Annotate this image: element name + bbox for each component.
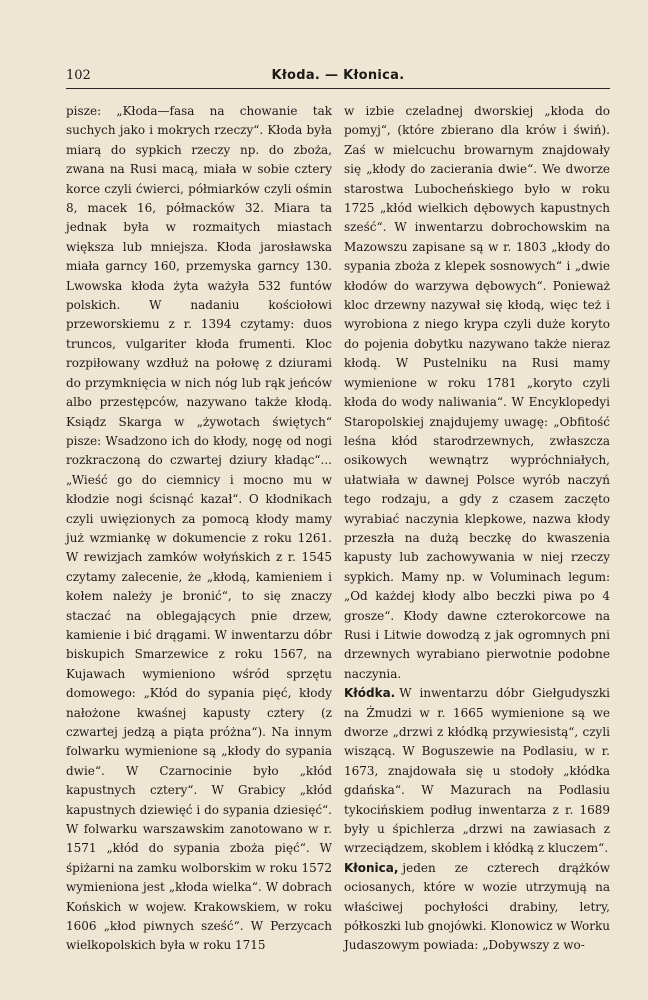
right-column — [344, 102, 610, 956]
entry-headword: Kłonica, — [344, 860, 399, 875]
paragraph — [66, 102, 332, 956]
entry-headword: Kłódka. — [344, 686, 396, 701]
entry-klodka — [344, 684, 610, 859]
entry-text: W inwentarzu dóbr Giełgudyszki na Żmudzi w r. 1665 wymienione są we dworze „drzwi z kłódką przywiesistą“, czyli wiszącą. W Boguszewie na Podlasiu, w r. 1673, znajdowała się u stodoły „kłódka gdańska“. W Mazurach na Podlasiu tykocińskiem podług inwentarza z r. 1689 były u śpichlerza „drzwi na zawiasach z wrzeciądzem, skoblem i kłódką z kluczem“. — [344, 686, 610, 856]
body-text: pisze: „Kłoda—fasa na chowanie tak suchych jako i mokrych rzeczy“. Kłoda była miarą do sypkich rzeczy np. do zboża, zwana na Rusi macą, miała w sobie cztery korce czyli ćwierci, półmiarków czyli ośmin 8, macek 16, półmacków 32. Miara ta jednak była w rozmaitych miastach większa lub mniejsza. Kłoda jarosławska miała garncy 160, przemyska garncy 130. Lwowska kłoda żyta ważyła 532 funtów polskich. W nadaniu kościołowi przeworskiemu z r. 1394 czytamy: duos truncos, vulgariter kłoda frumenti. Kloc rozpiłowany wzdłuż na połowę z dziurami do przymknięcia w nich nóg lub rąk jeńców albo przestępców, nazywano także kłodą. Ksiądz Skarga w „żywotach świętych“ pisze: Wsadzono ich do kłody, nogę od nogi rozkraczoną do czwartej dziury kładąc“... „Wieść go do ciemnicy i mocno mu w kłodzie nogi ścisnąć kazał“. O kłodnikach czyli uwięzionych za pomocą kłody mamy już wzmiankę w dokumencie z roku 1261. W rewizjach zamków wołyńskich z r. 1545 czytamy zalecenie, że „kłodą, kamieniem i kołem należy je bronić“, to się znaczy staczać na oblegających pnie drzew, kamienie i bić drągami. W inwentarzu dóbr biskupich Smarzewice z roku 1567, na Kujawach wymieniono wśród sprzętu domowego: „Kłód do sypania pięć, kłody nałożone kwaśnej kapusty cztery (z czwartej jedzą a piąta próżna“). Na innym folwarku wymienione są „kłody do sypania dwie“. W Czarnocinie było „kłód kapustnych cztery“. W Grabicy „kłód kapustnych dziewięć i do sypania dziesięć“. W folwarku warszawskim zanotowano w r. 1571 „kłód do sypania zboża pięć“. W śpiżarni na zamku wolborskim w roku 1572 wymieniona jest „kłoda wielka“. W dobrach Końskich w wojew. Krakowskiem, w roku 1606 „kłod piwnych sześć“. W Perzycach wielkopolskich była w roku 1715 — [66, 104, 332, 953]
paragraph — [344, 102, 610, 684]
entry-text: jeden ze czterech drążków ociosanych, które w wozie utrzymują na właściwej pochyłości drabiny, letry, półkoszki lub gnojówki. Klonowicz w Worku Judaszowym powiada: „Dobywszy z wo- — [344, 860, 610, 953]
page-header — [66, 68, 610, 86]
entry-klonica — [344, 859, 610, 956]
page-number: 102 — [66, 68, 91, 83]
header-rule — [66, 88, 610, 89]
body-text: w izbie czeladnej dworskiej „kłoda do pomyj“, (które zbierano dla krów i świń). Zaś w mielcuchu browarnym znajdowały się „kłody do zacierania dwie“. We dworze starostwa Lubocheńskiego było w roku 1725 „kłód wielkich dębowych kapustnych sześć“. W inwentarzu dobrochowskim na Mazowszu zapisane są w r. 1803 „kłody do sypania zboża z klepek sosnowych“ i „dwie kłodów do warzywa dębowych“. Ponieważ kloc drzewny nazywał się kłodą, więc też i wyrobiona z niego krypa czyli duże koryto do pojenia dobytku nazywano także nieraz kłodą. W Pustelniku na Rusi mamy wymienione w roku 1781 „koryto czyli kłoda do wody naliwania“. W Encyklopedyi Staropolskiej znajdujemy uwagę: „Obfitość leśna kłód starodrzewnych, zwłaszcza osikowych wewnątrz wypróchniałych, ułatwiała w dawnej Polsce wyrób naczyń tego rodzaju, a gdy z czasem zaczęto wyrabiać naczynia klepkowe, nazwa kłody przeszła na dużą beczkę do kwaszenia kapusty lub zachowywania w niej rzeczy sypkich. Mamy np. w Voluminach legum: „Od każdej kłody albo beczki piwa po 4 grosze“. Kłody dawne czterokorcowe na Rusi i Litwie dowodzą z jak ogromnych pni drzewnych wyrabiano pierwotnie podobne naczynia. — [344, 104, 610, 681]
left-column — [66, 102, 332, 956]
running-title: Kłoda. — Kłonica. — [271, 68, 405, 83]
